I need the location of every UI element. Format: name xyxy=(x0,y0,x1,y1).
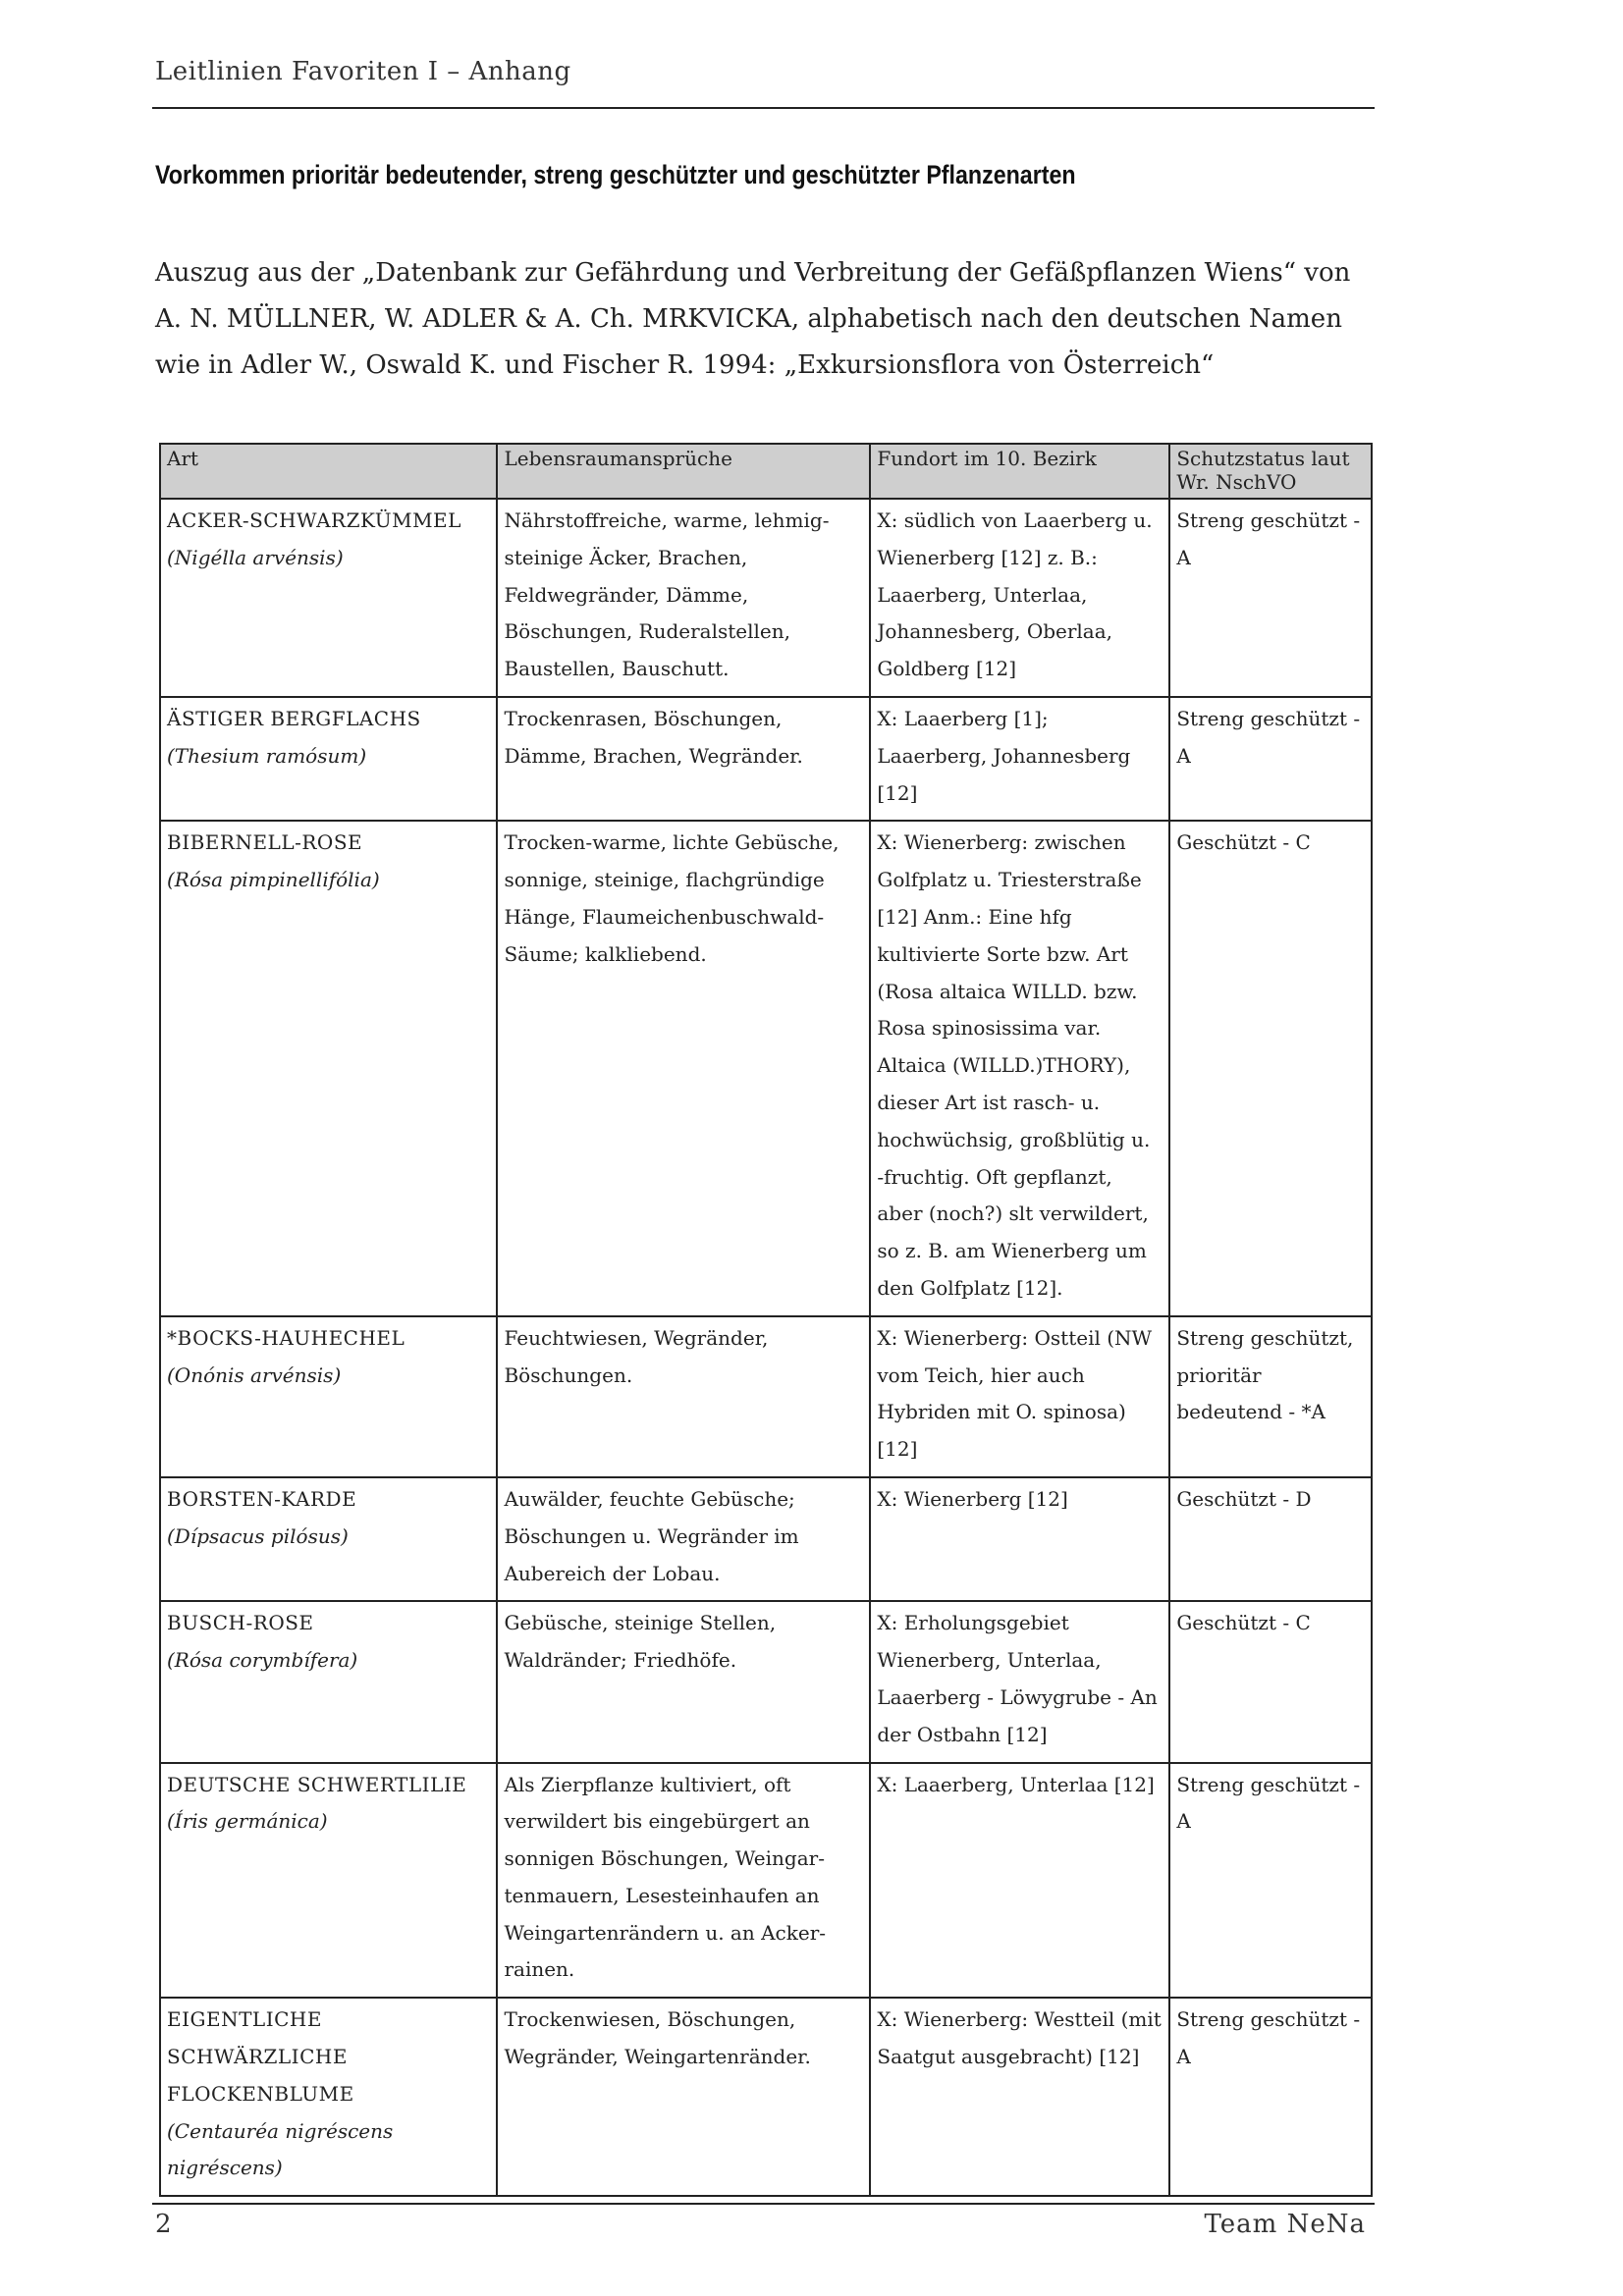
table-header-row xyxy=(160,444,1372,499)
intro-line-1: Auszug aus der „Datenbank zur Gefährdung und Verbreitung der Gefäßpflanzen Wiens“ von xyxy=(155,258,1351,288)
section-title: Vorkommen prioritär bedeutender, streng geschützter und geschützter Pflanzenarten xyxy=(155,160,1076,189)
species-latin-name: (Nigélla arvénsis) xyxy=(167,545,344,569)
species-common-name: BIBERNELL-ROSE xyxy=(167,830,363,855)
species-latin-name: (Onónis arvénsis) xyxy=(167,1362,342,1387)
cell-lebensraum: Auwälder, feuchte Gebüsche; Böschungen u. Wegränder im Aubereich der Lobau. xyxy=(497,1477,870,1601)
table-row xyxy=(160,1316,1372,1477)
cell-schutzstatus: Geschützt - D xyxy=(1169,1477,1372,1601)
page-number: 2 xyxy=(155,2210,172,2239)
running-header: Leitlinien Favoriten I – Anhang xyxy=(155,57,571,86)
cell-fundort: X: Laaerberg [1]; Laaerberg, Johannesberg [12] xyxy=(870,697,1169,821)
header-rule xyxy=(152,107,1375,109)
cell-art xyxy=(160,1316,497,1477)
cell-art xyxy=(160,1998,497,2196)
cell-schutzstatus: Streng geschützt - A xyxy=(1169,1998,1372,2196)
species-common-name: *BOCKS-HAUHECHEL xyxy=(167,1325,406,1350)
table-row xyxy=(160,1998,1372,2196)
table-row xyxy=(160,1763,1372,1999)
header-schutzstatus xyxy=(1169,444,1372,499)
species-table xyxy=(159,443,1373,2197)
species-latin-name: (Rósa corymbífera) xyxy=(167,1648,358,1673)
intro-paragraph xyxy=(155,250,1378,389)
species-latin-name: (Rósa pimpinellifólia) xyxy=(167,868,380,892)
table-row xyxy=(160,1601,1372,1762)
species-latin-name: (Centauréa nigréscens nigréscens) xyxy=(167,2118,394,2180)
header-schutzstatus-line2: Wr. NschVO xyxy=(1176,470,1297,494)
footer-rule xyxy=(152,2203,1375,2205)
species-common-name: ACKER-SCHWARZKÜMMEL xyxy=(167,508,461,532)
cell-schutzstatus: Streng geschützt - A xyxy=(1169,499,1372,697)
cell-lebensraum: Als Zierpflanze kultiviert, oft verwildert bis eingebürgert an sonnigen Böschungen, Weingar-tenmauern, Lesesteinhaufen an Weingartenrändern u. an Acker-rainen. xyxy=(497,1763,870,1999)
cell-fundort: X: Laaerberg, Unterlaa [12] xyxy=(870,1763,1169,1999)
header-lebensraum: Lebensraumansprüche xyxy=(497,444,870,499)
species-common-name: EIGENTLICHE SCHWÄRZLICHE FLOCKENBLUME xyxy=(167,2007,354,2106)
table-row xyxy=(160,499,1372,697)
species-latin-name: (Dípsacus pilósus) xyxy=(167,1523,349,1548)
species-common-name: ÄSTIGER BERGFLACHS xyxy=(167,706,421,730)
cell-fundort: X: Wienerberg [12] xyxy=(870,1477,1169,1601)
species-common-name: DEUTSCHE SCHWERTLILIE xyxy=(167,1772,467,1796)
header-fundort: Fundort im 10. Bezirk xyxy=(870,444,1169,499)
cell-lebensraum: Nährstoffreiche, warme, lehmig-steinige Äcker, Brachen, Feldwegränder, Dämme, Böschungen, Ruderalstellen, Baustellen, Bauschutt. xyxy=(497,499,870,697)
cell-fundort: X: Wienerberg: zwischen Golfplatz u. Triesterstraße [12] Anm.: Eine hfg kultivierte Sorte bzw. Art (Rosa altaica WILLD. bzw. Rosa spinosissima var. Altaica (WILLD.)THORY), dieser Art ist rasch- u. hochwüchsig, großblütig u. -fruchtig. Oft gepflanzt, aber (noch?) slt verwildert, so z. B. am Wienerberg um den Golfplatz [12]. xyxy=(870,821,1169,1315)
cell-lebensraum: Gebüsche, steinige Stellen, Waldränder; Friedhöfe. xyxy=(497,1601,870,1762)
table-row xyxy=(160,697,1372,821)
cell-fundort: X: Wienerberg: Ostteil (NW vom Teich, hier auch Hybriden mit O. spinosa) [12] xyxy=(870,1316,1169,1477)
species-common-name: BORSTEN-KARDE xyxy=(167,1486,357,1511)
table-row xyxy=(160,821,1372,1315)
cell-schutzstatus: Streng geschützt, prioritär bedeutend - *A xyxy=(1169,1316,1372,1477)
table-row xyxy=(160,1477,1372,1601)
cell-schutzstatus: Geschützt - C xyxy=(1169,821,1372,1315)
footer-author: Team NeNa xyxy=(1204,2210,1366,2239)
header-schutzstatus-line1: Schutzstatus laut xyxy=(1176,447,1350,470)
cell-schutzstatus: Streng geschützt - A xyxy=(1169,1763,1372,1999)
cell-lebensraum: Trocken-warme, lichte Gebüsche, sonnige, steinige, flachgründige Hänge, Flaumeichenbuschwald-Säume; kalkliebend. xyxy=(497,821,870,1315)
species-common-name: BUSCH-ROSE xyxy=(167,1611,314,1635)
cell-art xyxy=(160,499,497,697)
header-art: Art xyxy=(160,444,497,499)
cell-art xyxy=(160,697,497,821)
cell-art xyxy=(160,1477,497,1601)
intro-line-3: wie in Adler W., Oswald K. und Fischer R. 1994: „Exkursionsflora von Österreich“ xyxy=(155,350,1215,380)
cell-lebensraum: Trockenwiesen, Böschungen, Wegränder, Weingartenränder. xyxy=(497,1998,870,2196)
cell-fundort: X: südlich von Laaerberg u. Wienerberg [12] z. B.: Laaerberg, Unterlaa, Johannesberg, Oberlaa, Goldberg [12] xyxy=(870,499,1169,697)
cell-schutzstatus: Streng geschützt - A xyxy=(1169,697,1372,821)
species-latin-name: (Thesium ramósum) xyxy=(167,743,367,768)
cell-schutzstatus: Geschützt - C xyxy=(1169,1601,1372,1762)
intro-line-2: A. N. MÜLLNER, W. ADLER & A. Ch. MRKVICKA, alphabetisch nach den deutschen Namen xyxy=(155,304,1342,334)
cell-fundort: X: Wienerberg: Westteil (mit Saatgut ausgebracht) [12] xyxy=(870,1998,1169,2196)
cell-art xyxy=(160,1601,497,1762)
cell-art xyxy=(160,821,497,1315)
cell-art xyxy=(160,1763,497,1999)
cell-fundort: X: Erholungsgebiet Wienerberg, Unterlaa, Laaerberg - Löwygrube - An der Ostbahn [12] xyxy=(870,1601,1169,1762)
cell-lebensraum: Trockenrasen, Böschungen, Dämme, Brachen, Wegränder. xyxy=(497,697,870,821)
species-latin-name: (Íris germánica) xyxy=(167,1809,328,1834)
cell-lebensraum: Feuchtwiesen, Wegränder, Böschungen. xyxy=(497,1316,870,1477)
